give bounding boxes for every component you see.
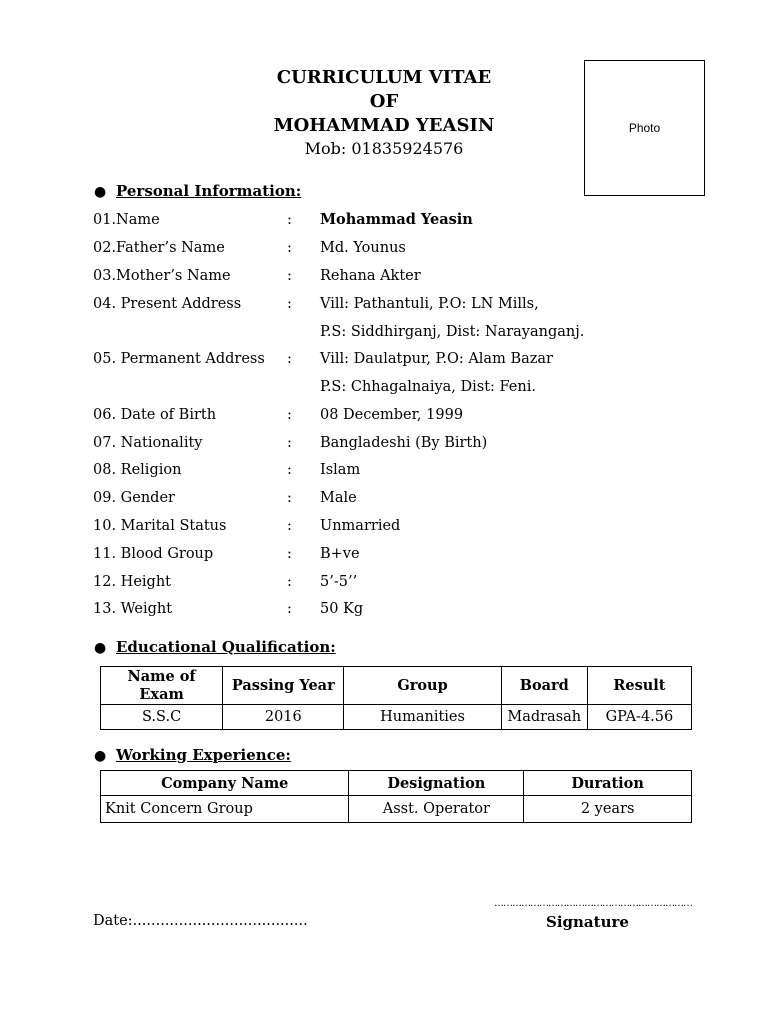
table-cell: 2016 <box>223 705 344 730</box>
info-value: Male <box>320 490 357 506</box>
info-label: 11. Blood Group <box>93 546 214 562</box>
cv-title-of: OF <box>369 91 399 112</box>
info-label: 04. Present Address <box>93 296 242 312</box>
info-value: 08 December, 1999 <box>320 407 464 423</box>
info-label: 10. Marital Status <box>93 518 227 534</box>
info-value-cont: P.S: Siddhirganj, Dist: Narayanganj. <box>320 324 585 340</box>
info-colon: : <box>287 462 292 478</box>
info-colon: : <box>287 601 292 617</box>
info-value: 50 Kg <box>320 601 364 617</box>
photo-label: Photo <box>628 121 661 135</box>
work-heading: ● Working Experience: <box>94 746 291 764</box>
info-value: Mohammad Yeasin <box>320 211 473 228</box>
info-colon: : <box>287 296 292 312</box>
info-value: B+ve <box>320 546 360 562</box>
table-row <box>101 705 692 730</box>
table-cell: Knit Concern Group <box>101 796 349 823</box>
info-colon: : <box>287 574 292 590</box>
info-value: Rehana Akter <box>320 268 421 284</box>
info-value: Bangladeshi (By Birth) <box>320 435 488 451</box>
table-cell: Humanities <box>344 705 501 730</box>
signature-line: ………………………………………………………… <box>494 898 692 909</box>
info-value-cont: P.S: Chhagalnaiya, Dist: Feni. <box>320 379 536 395</box>
info-colon: : <box>287 518 292 534</box>
info-value: Islam <box>320 462 361 478</box>
cv-title: CURRICULUM VITAE <box>276 67 492 88</box>
table-header-row <box>101 771 692 796</box>
cv-title-block <box>234 66 534 160</box>
info-value: 5’-5’’ <box>320 574 358 590</box>
photo-placeholder <box>584 60 705 196</box>
info-label: 02.Father’s Name <box>93 240 225 256</box>
table-header-row <box>101 667 692 705</box>
personal-info-heading: ● Personal Information: <box>94 182 302 200</box>
education-table <box>100 666 692 730</box>
info-value: Vill: Pathantuli, P.O: LN Mills, <box>320 296 539 312</box>
table-cell: GPA-4.56 <box>587 705 691 730</box>
column-header: Board <box>501 667 587 705</box>
column-header: Result <box>587 667 691 705</box>
column-header: Name of Exam <box>101 667 223 705</box>
bullet-icon: ● <box>94 640 107 656</box>
info-value: Vill: Daulatpur, P.O: Alam Bazar <box>320 351 553 367</box>
info-label: 07. Nationality <box>93 435 203 451</box>
info-colon: : <box>287 351 292 367</box>
column-header: Designation <box>349 771 524 796</box>
info-label: 09. Gender <box>93 490 175 506</box>
column-header: Company Name <box>101 771 349 796</box>
table-cell: Asst. Operator <box>349 796 524 823</box>
cv-owner-name: MOHAMMAD YEASIN <box>273 115 495 136</box>
table-cell: 2 years <box>524 796 692 823</box>
info-colon: : <box>287 490 292 506</box>
education-heading: ● Educational Qualification: <box>94 638 336 656</box>
info-label: 05. Permanent Address <box>93 351 265 367</box>
info-colon: : <box>287 407 292 423</box>
info-label: 06. Date of Birth <box>93 407 217 423</box>
bullet-icon: ● <box>94 748 107 764</box>
info-colon: : <box>287 435 292 451</box>
info-colon: : <box>287 240 292 256</box>
info-colon: : <box>287 268 292 284</box>
bullet-icon: ● <box>94 184 107 200</box>
table-row <box>101 796 692 823</box>
work-table <box>100 770 692 823</box>
info-value: Md. Younus <box>320 240 406 256</box>
column-header: Group <box>344 667 501 705</box>
info-colon: : <box>287 546 292 562</box>
table-cell: Madrasah <box>501 705 587 730</box>
info-colon: : <box>287 212 292 228</box>
info-label: 08. Religion <box>93 462 182 478</box>
table-cell: S.S.C <box>101 705 223 730</box>
info-value: Unmarried <box>320 518 401 534</box>
info-label: 03.Mother’s Name <box>93 268 231 284</box>
signature-label: Signature <box>546 913 629 931</box>
info-label: 13. Weight <box>93 601 173 617</box>
info-label: 01.Name <box>93 212 160 228</box>
column-header: Passing Year <box>223 667 344 705</box>
info-label: 12. Height <box>93 574 171 590</box>
column-header: Duration <box>524 771 692 796</box>
date-field: Date:...................................... <box>93 913 308 929</box>
mobile-number: Mob: 01835924576 <box>304 139 464 158</box>
